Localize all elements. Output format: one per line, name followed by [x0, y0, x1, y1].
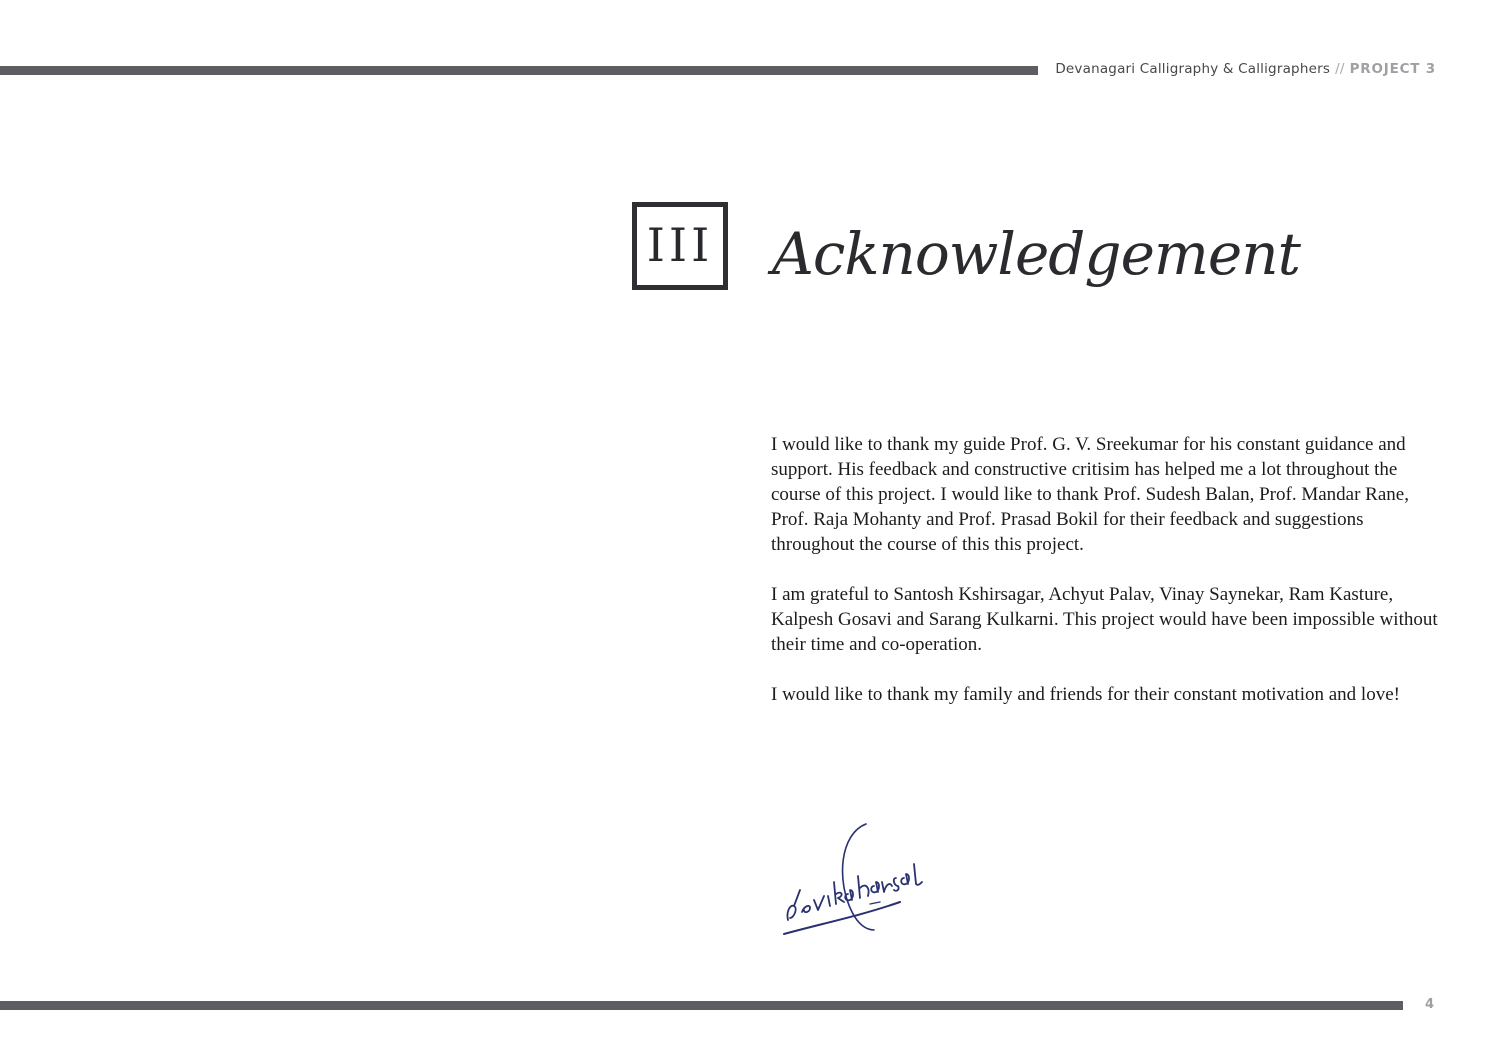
paragraph-1: I would like to thank my guide Prof. G. V. Sreekumar for his constant guidance and support. His feedback and constructive critisim has helped me a lot throughout the course of this project. I would like to thank Prof. Sudesh Balan, Prof. Mandar Rane, Prof. Raja Mohanty and Prof. Prasad Bokil for their feedback and suggestions throughout the course of this this project. — [771, 434, 1409, 555]
paragraph-2: I am grateful to Santosh Kshirsagar, Achyut Palav, Vinay Saynekar, Ram Kasture, Kalpesh Gosavi and Sarang Kulkarni. This project would have been impossible without their time and co-operation. — [771, 584, 1438, 655]
header-rule — [0, 66, 1038, 75]
page-title: Acknowledgement — [772, 220, 1300, 288]
header-separator: // — [1335, 61, 1345, 77]
header-project-label: PROJECT 3 — [1349, 61, 1436, 77]
footer-rule — [0, 1001, 1403, 1010]
acknowledgement-body — [771, 432, 1441, 732]
paragraph-3: I would like to thank my family and friends for their constant motivation and love! — [771, 684, 1400, 705]
section-numeral: III — [646, 218, 714, 272]
section-number-box — [632, 202, 728, 290]
signature-image — [780, 820, 930, 940]
page-number: 4 — [1425, 997, 1435, 1012]
running-header — [1055, 61, 1436, 77]
header-title: Devanagari Calligraphy & Calligraphers — [1055, 61, 1331, 77]
